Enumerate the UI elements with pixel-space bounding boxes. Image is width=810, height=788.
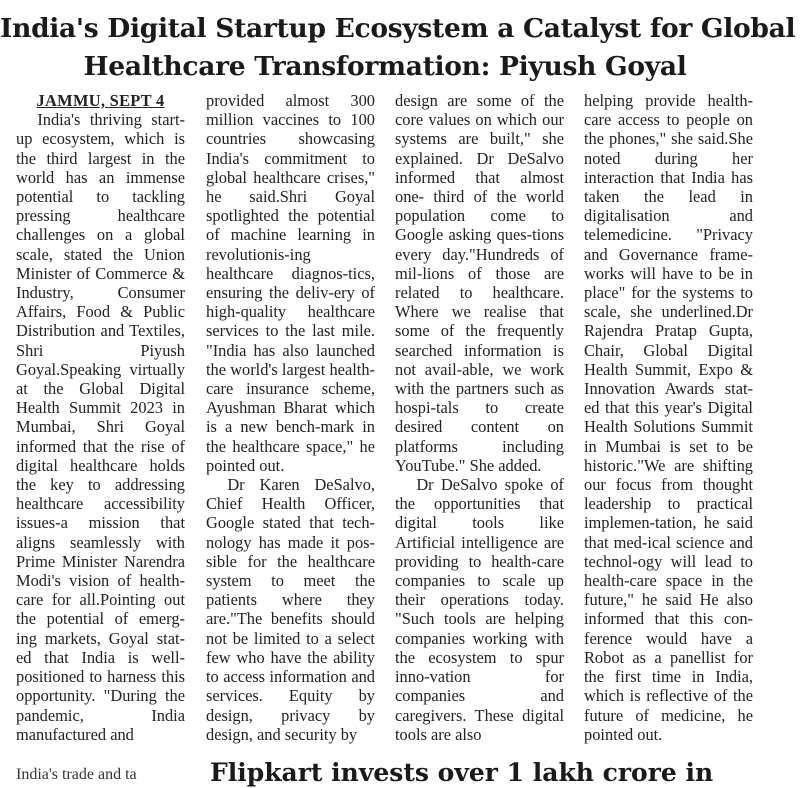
headline-line-2: Healthcare Transformation: Piyush Goyal <box>83 51 687 82</box>
article-column-4 <box>584 91 753 744</box>
dateline: JAMMU, SEPT 4 <box>36 91 165 110</box>
article-column-3 <box>395 91 564 744</box>
previous-story-fragment: India's trade and ta <box>16 766 137 783</box>
article-column-1 <box>16 91 185 744</box>
next-story-headline: Flipkart invests over 1 lakh crore in <box>210 758 714 787</box>
paragraph: India's thriving start-up ecosystem, which is the third largest in the world has an immense potential to tackling pressing healthcare challenges on a global scale, stated the Union Minister of Commerce & Industry, Consumer Affairs, Food & Public Distribution and Textiles, Shri Piyush Goyal.Speaking virtually at the Global Digital Health Summit 2023 in Mumbai, Shri Goyal informed that the rise of digital healthcare holds the key to addressing healthcare accessibility issues-a mission that aligns seamlessly with Prime Minister Narendra Modi's vision of health-care for all.Pointing out the potential of emerg-ing markets, Goyal stat-ed that India is well-positioned to harness this opportunity. "During the pandemic, India manufactured and <box>16 110 185 744</box>
article-headline <box>0 10 796 86</box>
paragraph: provided almost 300 million vaccines to 100 countries showcasing India's commitment to global healthcare crises," he said.Shri Goyal spotlighted the potential of machine learning in revolutionis-ing healthcare diagnos-tics, ensuring the deliv-ery of high-quality healthcare services to the last mile. "India has also launched the world's largest health-care insurance scheme, Ayushman Bharat which is a new bench-mark in the healthcare space," he pointed out. <box>206 91 375 475</box>
paragraph: Dr DeSalvo spoke of the opportunities that digital tools like Artificial intelligence are providing to health-care companies to scale up their operations today. "Such tools are helping companies working with the ecosystem to spur inno-vation for companies and caregivers. These digital tools are also <box>395 475 564 744</box>
paragraph: helping provide health-care access to people on the phones," she said.She noted during her interaction that India has taken the lead in digitalisation and telemedicine. "Privacy and Governance frame-works will have to be in place" for the systems to scale, she underlined.Dr Rajendra Pratap Gupta, Chair, Global Digital Health Summit, Expo & Innovation Awards stat-ed that this year's Digital Health Solutions Summit in Mumbai is set to be historic."We are shifting our focus from thought leadership to practical implemen-tation, he said that med-ical science and technol-ogy will lead to health-care space in the future," he said He also informed that this con-ference would have a Robot as a panellist for the first time in India, which is reflective of the future of medicine, he pointed out. <box>584 91 753 744</box>
paragraph: design are some of the core values on which our systems are built," she explained. Dr DeSalvo informed that almost one- third of the world population come to Google asking ques-tions every day."Hundreds of mil-lions of those are related to healthcare. Where we realise that some of the frequently searched information is not avail-able, we work with the partners such as hospi-tals to create desired content on platforms including YouTube." She added. <box>395 91 564 475</box>
paragraph: Dr Karen DeSalvo, Chief Health Officer, Google stated that tech-nology has made it pos-sible for the healthcare system to meet the patients where they are."The benefits should not be limited to a select few who have the ability to access information and services. Equity by design, privacy by design, and security by <box>206 475 375 744</box>
article-body <box>16 91 773 767</box>
article-column-2 <box>206 91 375 744</box>
headline-line-1: India's Digital Startup Ecosystem a Catalyst for Global <box>0 13 796 44</box>
